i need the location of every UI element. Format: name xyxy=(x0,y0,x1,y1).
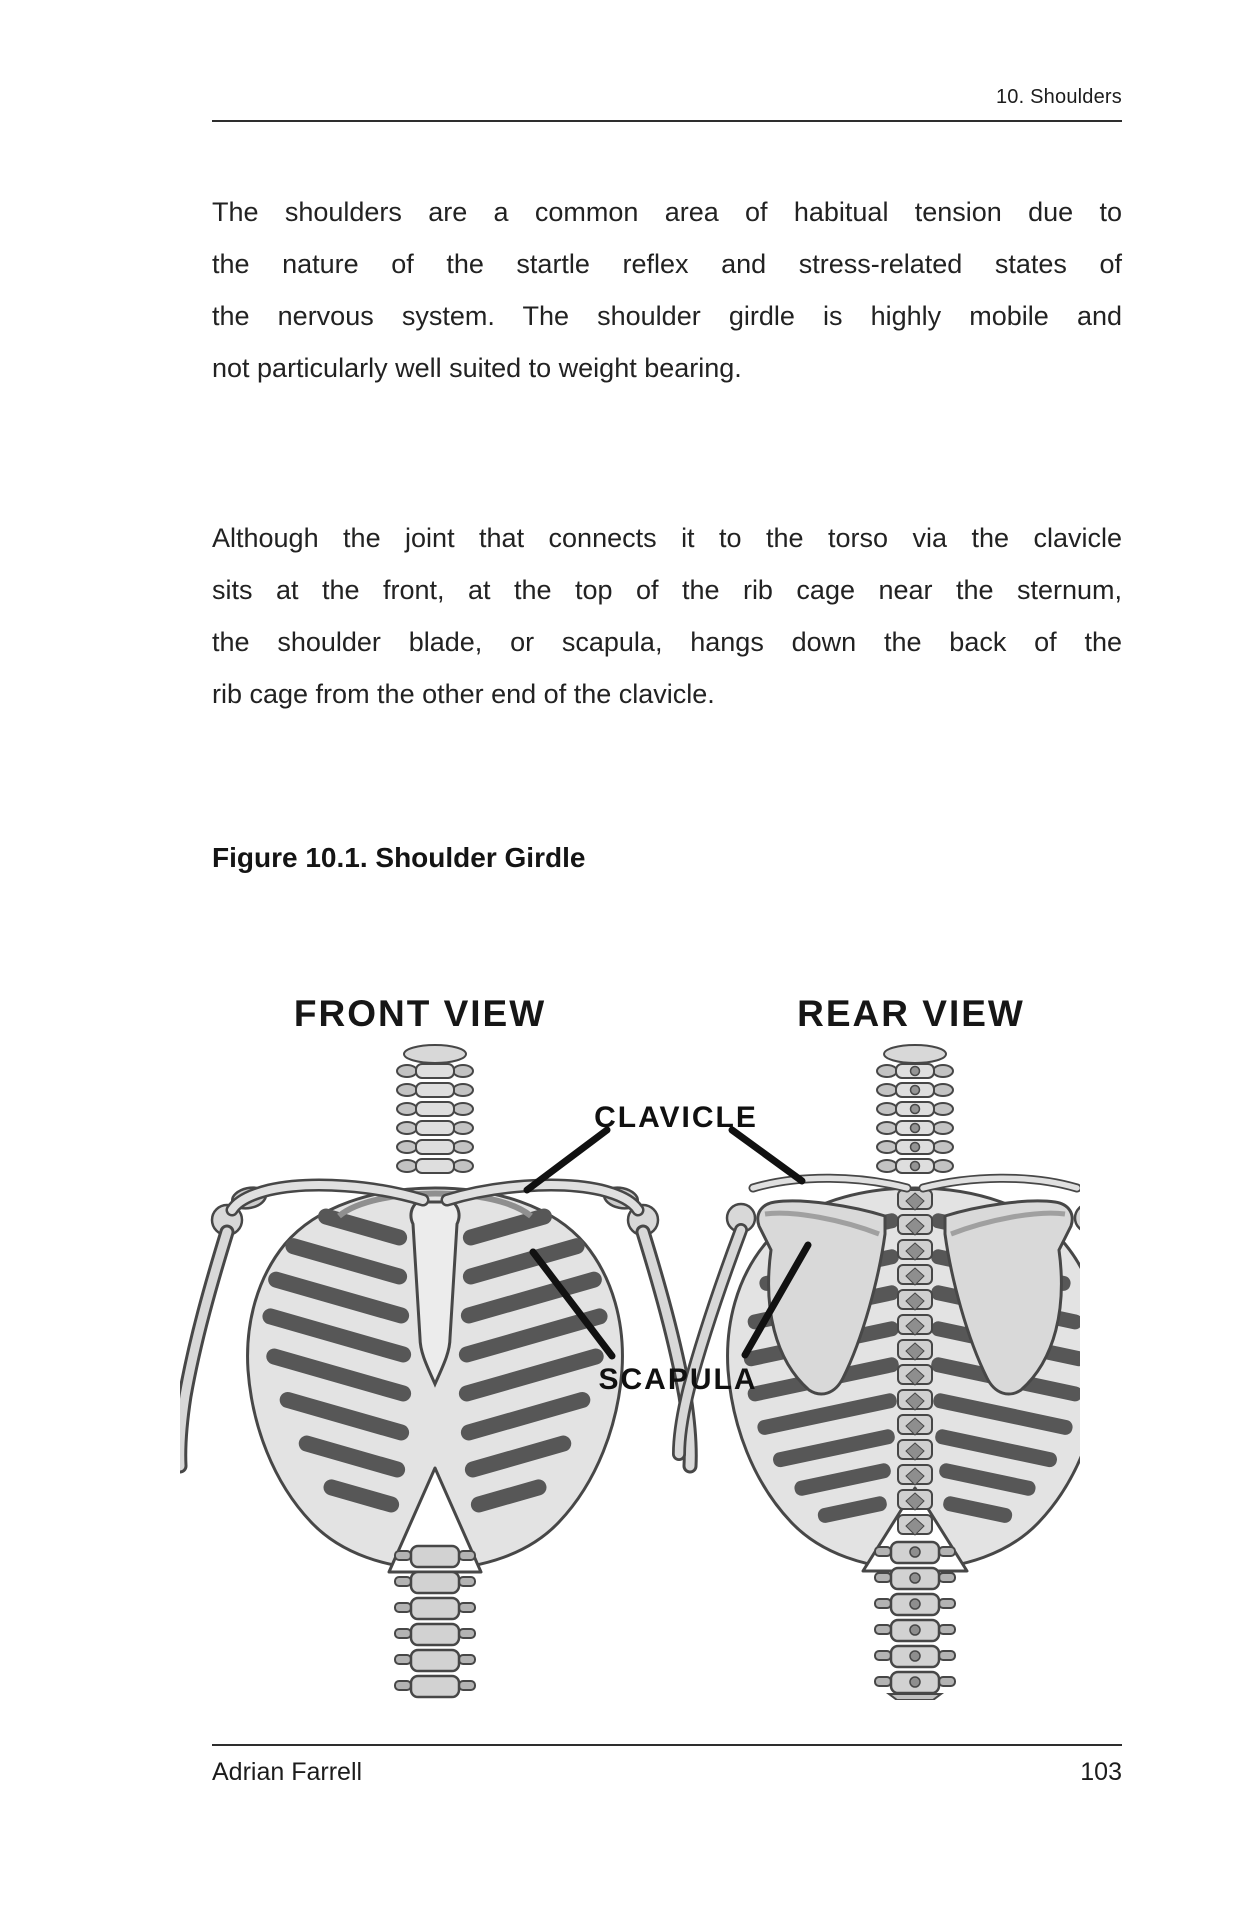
paragraph-line: Although the joint that connects it to the torso via the clavicle xyxy=(212,523,1122,553)
paragraph-line: the nature of the startle reflex and stress-related states of xyxy=(212,249,1122,279)
footer-author: Adrian Farrell xyxy=(212,1758,363,1786)
paragraph-2 xyxy=(212,512,1122,720)
figure-caption: Figure 10.1. Shoulder Girdle xyxy=(212,842,586,873)
figure-10-1 xyxy=(0,985,1260,1715)
footer-rule xyxy=(212,1744,1122,1746)
paragraph-1 xyxy=(212,186,1122,394)
paragraph-line: rib cage from the other end of the clavicle. xyxy=(212,679,715,709)
scapula-label: SCAPULA xyxy=(598,1363,758,1396)
paragraph-line: the shoulder blade, or scapula, hangs down the back of the xyxy=(212,627,1122,657)
front-view-label: FRONT VIEW xyxy=(293,993,547,1034)
footer-page-number: 103 xyxy=(1080,1758,1122,1786)
paragraph-line: sits at the front, at the top of the rib cage near the sternum, xyxy=(212,575,1122,605)
rear-view-label: REAR VIEW xyxy=(797,993,1025,1034)
page-header-title: 10. Shoulders xyxy=(995,86,1122,108)
clavicle-label: CLAVICLE xyxy=(594,1101,758,1134)
header-rule xyxy=(212,120,1122,122)
paragraph-line: The shoulders are a common area of habitual tension due to xyxy=(212,197,1122,227)
clavicle-leader-rear xyxy=(732,1130,802,1181)
paragraph-line: the nervous system. The shoulder girdle is highly mobile and xyxy=(212,301,1122,331)
paragraph-line: not particularly well suited to weight bearing. xyxy=(212,353,742,383)
